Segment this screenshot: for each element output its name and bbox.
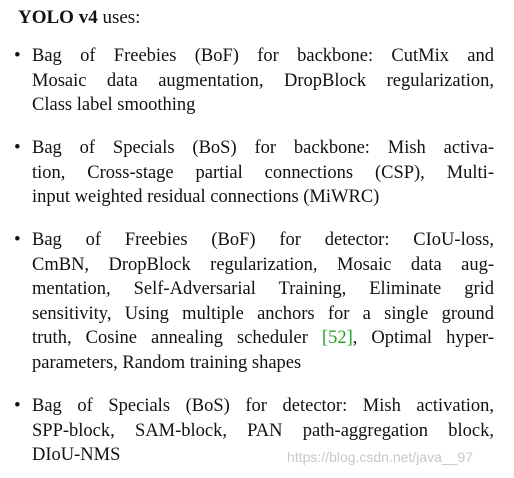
text-line: Bag of Freebies (BoF) for backbone: CutMix and xyxy=(32,46,494,66)
text-line: CmBN, DropBlock regularization, Mosaic data aug- xyxy=(32,254,494,275)
text-line: tion, Cross-stage partial connections (CSP), Multi- xyxy=(32,162,494,183)
list-item-text xyxy=(32,44,494,118)
text-line: Bag of Freebies (BoF) for detector: CIoU-loss, xyxy=(32,230,494,250)
text-line: parameters, Random training shapes xyxy=(32,352,302,373)
text-line: input weighted residual connections (MiWRC) xyxy=(32,187,380,207)
text-line: Bag of Specials (BoS) for detector: Mish activation, xyxy=(32,396,494,416)
text-line: DIoU-NMS xyxy=(32,445,121,465)
heading-bold: YOLO v4 xyxy=(18,7,98,28)
heading-rest: uses: xyxy=(97,7,141,28)
text-segment: , Optimal hyper- xyxy=(352,328,494,348)
list-item-text xyxy=(32,136,494,210)
bullet-icon: • xyxy=(14,137,21,158)
text-segment: truth, Cosine annealing scheduler xyxy=(32,328,308,348)
citation-link[interactable]: [52] xyxy=(321,328,353,348)
text-line: Mosaic data augmentation, DropBlock regularization, xyxy=(32,70,494,91)
bullet-icon: • xyxy=(14,395,21,416)
bullet-icon: • xyxy=(14,45,21,66)
text-line: Class label smoothing xyxy=(32,95,196,115)
text-line: mentation, Self-Adversarial Training, Eliminate grid xyxy=(32,279,494,299)
text-line: SPP-block, SAM-block, PAN path-aggregation block, xyxy=(32,420,494,441)
list-item-text xyxy=(32,228,494,375)
text-line: Bag of Specials (BoS) for backbone: Mish activa- xyxy=(32,138,494,158)
bullet-icon: • xyxy=(14,229,21,250)
watermark: https://blog.csdn.net/java__97 xyxy=(287,449,474,465)
text-line: sensitivity, Using multiple anchors for a single ground xyxy=(32,303,494,324)
text-line-with-citation xyxy=(32,326,494,351)
section-heading xyxy=(18,6,140,30)
